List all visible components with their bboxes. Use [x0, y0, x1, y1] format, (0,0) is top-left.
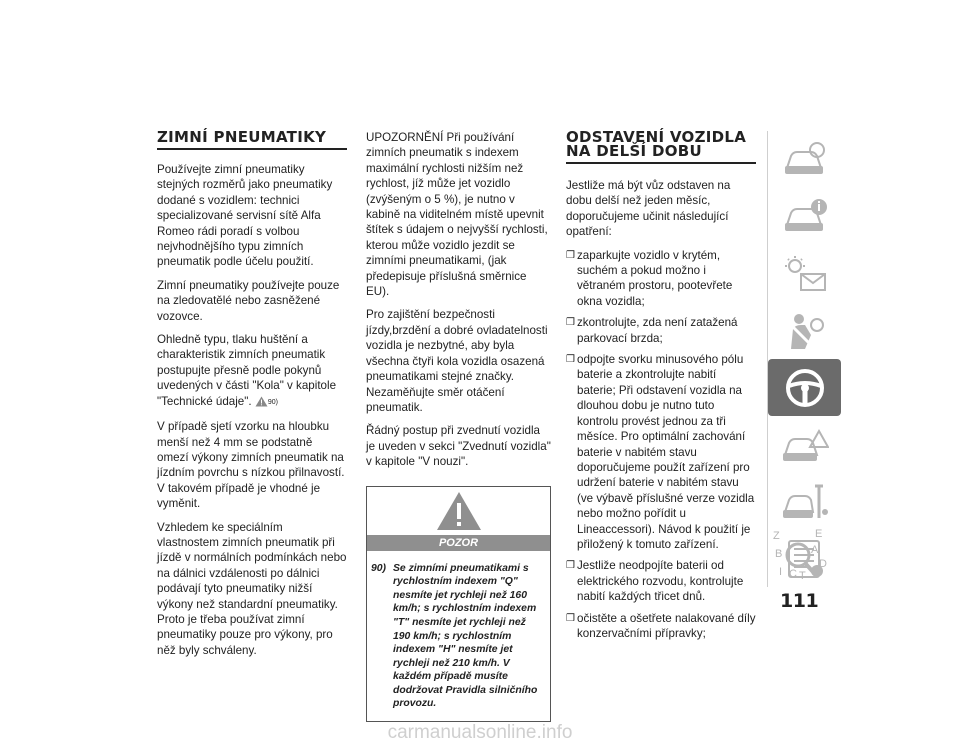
paragraph-text: Ohledně typu, tlaku huštění a charakteristik zimních pneumatik postupujte přesně podle pokynů uvedených v části "Kola" v kapitole "Technické údaje". — [157, 333, 337, 408]
paragraph: Řádný postup při zvednutí vozidla je uveden v sekci "Zvednutí vozidla" v kapitole "V nouzi". — [366, 424, 551, 469]
warning-note-text: Se zimními pneumatikami s rychlostním indexem "Q" nesmíte jet rychleji než 160 km/h; s rychlostním indexem "T" nesmíte jet rychleji než 190 km/h; s rychlostním indexem "H" nesmíte jet rychleji než 210 km/h. V každém případě musíte dodržovat Pravidla silničního provozu. — [393, 562, 538, 710]
footnote-ref[interactable]: 90) — [267, 398, 278, 406]
paragraph: Jestliže má být vůz odstaven na dobu delší než jeden měsíc, doporučujeme učinit následující opatření: — [566, 179, 731, 239]
tab-dashboard[interactable] — [768, 131, 841, 188]
checkbox-bullet-icon: ❒ — [566, 612, 575, 624]
index-letters — [767, 528, 840, 585]
tab-starting-driving[interactable] — [768, 359, 841, 416]
tab-car-info[interactable] — [768, 188, 841, 245]
paragraph: Pro zajištění bezpečnosti jízdy,brzdění a dobré ovladatelnosti vozidla je nezbytné, aby byla všechna čtyři kola vozidla osazená pneumatikami stejné značky. Nezaměňujte směr otáčení pneumatik. — [366, 308, 548, 414]
car-info-icon — [781, 197, 829, 237]
list-item-text: Jestliže neodpojíte baterii od elektrického rozvodu, kontrolujte nabití každých třicet dnů. — [577, 559, 744, 604]
index-letter: E — [815, 528, 823, 540]
warning-triangle-icon — [367, 487, 550, 535]
steering-wheel-icon — [783, 366, 827, 410]
section-heading-long-storage: ODSTAVENÍ VOZIDLA NA DELŠÍ DOBU — [566, 130, 756, 164]
page-number: 111 — [780, 590, 819, 612]
tab-maintenance[interactable] — [768, 473, 841, 530]
warning-box — [366, 486, 551, 723]
watermark: carmanualsonline.info — [387, 722, 573, 743]
dashboard-car-icon — [781, 140, 829, 180]
section-heading-winter-tyres: ZIMNÍ PNEUMATIKY — [157, 130, 347, 150]
index-letter: D — [819, 558, 827, 570]
warning-triangle-icon — [255, 396, 268, 411]
paragraph — [157, 332, 347, 411]
list-item-text: zkontrolujte, zda není zatažená parkovací brzda; — [577, 316, 738, 345]
index-letter: C — [789, 568, 797, 580]
column-winter-tyres-cont — [366, 130, 551, 722]
chapter-sidebar — [767, 131, 841, 587]
tab-emergency[interactable] — [768, 416, 841, 473]
warning-note-number: 90) — [371, 562, 387, 574]
warning-lights-icon — [781, 254, 829, 294]
index-letter: T — [799, 570, 806, 582]
checkbox-bullet-icon: ❒ — [566, 354, 575, 366]
bullet-list — [566, 248, 756, 642]
checkbox-bullet-icon: ❒ — [566, 249, 575, 261]
emergency-car-icon — [781, 425, 829, 465]
checkbox-bullet-icon: ❒ — [566, 560, 575, 572]
column-long-storage — [566, 130, 756, 647]
paragraph: Používejte zimní pneumatiky stejných rozměrů jako pneumatiky dodané s vozidlem: technici specializované servisní sítě Alfa Romeo rádi poradí s volbou nejvhodnějšího typu zimních pneumatik podle účelu použití. — [157, 163, 333, 269]
list-item — [566, 558, 756, 604]
index-letter: B — [775, 548, 783, 560]
paragraph: Zimní pneumatiky používejte pouze na zledovatělé nebo zasněžené vozovce. — [157, 278, 340, 323]
warning-title: POZOR — [367, 535, 550, 551]
list-item — [566, 352, 756, 552]
list-item-text: zaparkujte vozidlo v krytém, suchém a pokud možno i větraném prostoru, pootevřete okna vozidla; — [577, 248, 733, 308]
index-letter: A — [811, 544, 819, 556]
warning-note — [367, 551, 550, 722]
list-item — [566, 611, 756, 642]
list-item — [566, 315, 756, 346]
list-item — [566, 248, 756, 310]
list-item-text: odpojte svorku minusového pólu baterie a zkontrolujte nabití baterie; Při odstavení vozidla na dlouhou dobu je nutno tuto kontrolu provést jednou za tři měsíce. Pro optimální zachování baterie v nabitém stavu doporučujeme použít zařízení pro udržení baterie v nabitém stavu (ve výbavě příslušné verze vozidla nebo možno pořídit u Lineaccessori). Návod k použití je přiložený k tomuto zařízení. — [577, 353, 755, 551]
list-item-text: očistěte a ošetřete nalakované díly konzervačními přípravky; — [577, 611, 756, 640]
checkbox-bullet-icon: ❒ — [566, 317, 575, 329]
index-letter: Z — [773, 530, 780, 542]
paragraph: Vzhledem ke speciálním vlastnostem zimních pneumatik při jízdě v normálních podmínkách nebo na dálnici vzdálenosti po dálnici podávají tyto pneumatiky nižší výkony než standardní pneumatiky. Proto je třeba používat zimní pneumatiky pouze pro výkony, pro něž byly schváleny. — [157, 520, 347, 657]
paragraph: V případě sjetí vzorku na hloubku menší než 4 mm se podstatně omezí výkony zimních pneumatik na jízdním povrchu s nízkou přilnavostí. V takovém případě je vhodné je vyměnit. — [157, 420, 345, 511]
column-winter-tyres — [157, 130, 347, 666]
tab-safety[interactable] — [768, 302, 841, 359]
tab-warning-lights[interactable] — [768, 245, 841, 302]
maintenance-tools-icon — [781, 482, 829, 522]
paragraph: UPOZORNĚNÍ Při používání zimních pneumatik s indexem maximální rychlosti nižším než rychlost, jíž může jet vozidlo (zvýšeným o 5 %), je nutno v kabině na viditelném místě upevnit štítek s údajem o nejvyšší rychlosti, kterou může vozidlo jezdit se zimními pneumatikami, (jak předepisuje příslušná směrnice EU). — [366, 131, 548, 299]
safety-seatbelt-icon — [781, 311, 829, 351]
index-letter: I — [779, 566, 783, 578]
